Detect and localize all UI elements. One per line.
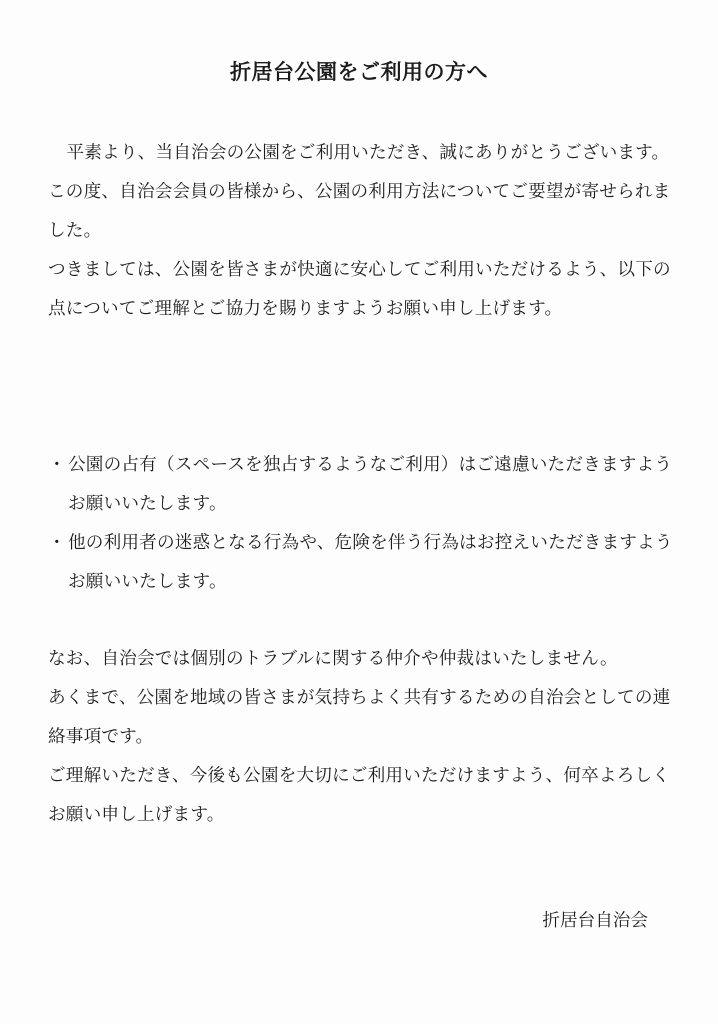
request-item-1 — [48, 446, 678, 524]
intro-paragraph-2: この度、自治会会員の皆様から、公園の利用方法についてご要望が寄せられました。 — [48, 182, 671, 241]
intro-paragraph-1: 平素より、当自治会の公園をご利用いただき、誠にありがとうございます。 — [66, 143, 670, 163]
closing-paragraph-3: ご理解いただき、今後も公園を大切にご利用いただけますよう、何卒よろしくお願い申し上げます。 — [48, 766, 671, 825]
request-list — [48, 446, 678, 602]
bullet-mark: ・ — [48, 455, 66, 475]
signature: 折居台自治会 — [542, 911, 648, 931]
intro-paragraph-3: つきましては、公園を皆さまが快適に安心してご利用いただけるよう、以下の点についてご理解とご協力を賜りますようお願い申し上げます。 — [48, 260, 671, 319]
request-list-section — [48, 446, 678, 602]
request-item-text: 他の利用者の迷惑となる行為や、危険を伴う行為はお控えいただきますようお願いいたします。 — [68, 533, 673, 592]
request-item-2 — [48, 524, 678, 602]
request-item-text: 公園の占有（スペースを独占するようなご利用）はご遠慮いただきますようお願いいたします。 — [68, 455, 673, 514]
closing-paragraph-1: なお、自治会では個別のトラブルに関する仲介や仲裁はいたしません。 — [48, 649, 618, 669]
document-title: 折居台公園をご利用の方へ — [230, 60, 488, 84]
closing-section — [48, 640, 678, 835]
intro-section — [48, 134, 678, 329]
bullet-mark: ・ — [48, 533, 66, 553]
closing-paragraph-2: あくまで、公園を地域の皆さまが気持ちよく共有するための自治会としての連絡事項です。 — [48, 688, 671, 747]
